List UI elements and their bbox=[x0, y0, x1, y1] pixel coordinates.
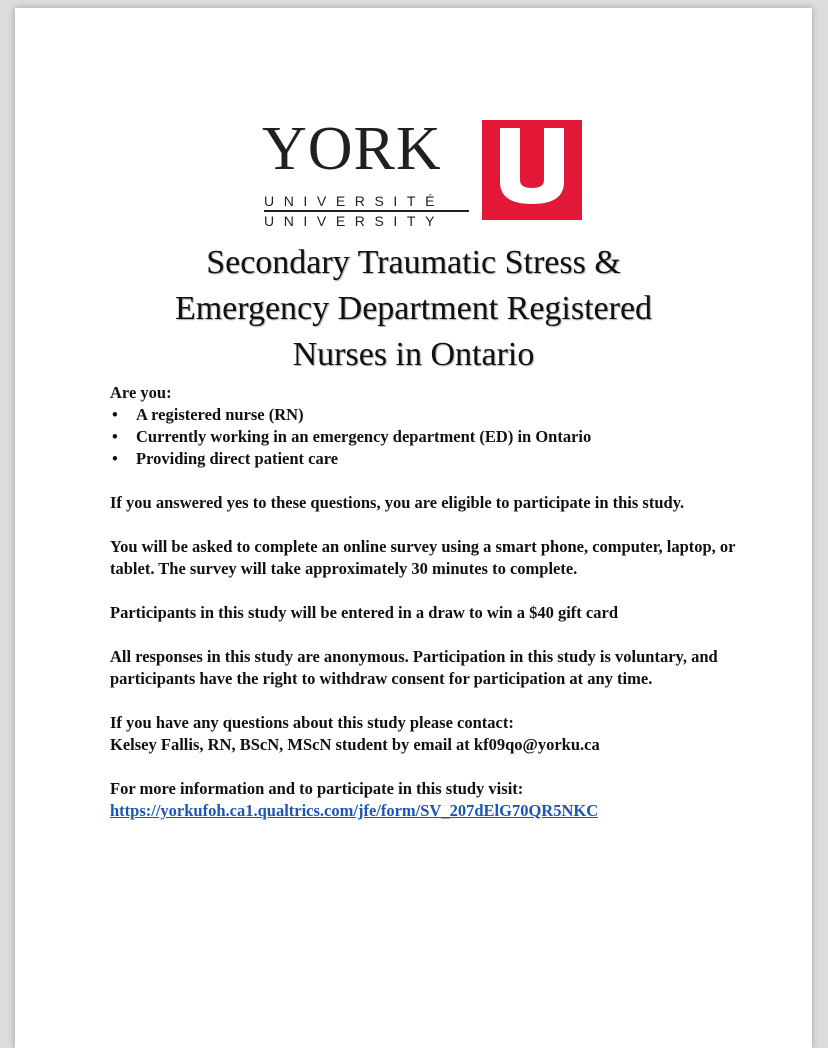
york-u-mark-icon bbox=[482, 120, 582, 220]
flyer-page bbox=[15, 8, 812, 1048]
eligibility-paragraph: If you answered yes to these questions, you are eligible to participate in this study. bbox=[110, 493, 685, 512]
title-line-2: Emergency Department Registered bbox=[174, 290, 653, 327]
logo-wordmark: YORK bbox=[262, 115, 442, 183]
survey-paragraph: You will be asked to complete an online survey using a smart phone, computer, laptop, or tablet. The survey will take approximately 30 minutes to complete. bbox=[110, 537, 736, 578]
more-info-prompt: For more information and to participate in this study visit: bbox=[110, 779, 524, 798]
survey-link[interactable]: https://yorkufoh.ca1.qualtrics.com/jfe/form/SV_207dElG70QR5NKC bbox=[110, 801, 599, 820]
bullet-icon: • bbox=[112, 449, 118, 468]
incentive-paragraph: Participants in this study will be entered in a draw to win a $40 gift card bbox=[110, 603, 618, 622]
logo-university: UNIVERSITY bbox=[264, 213, 445, 229]
bullet-icon: • bbox=[112, 427, 118, 446]
bullet-icon: • bbox=[112, 405, 118, 424]
logo-divider bbox=[264, 210, 469, 212]
contact-details: Kelsey Fallis, RN, BScN, MScN student by email at kf09qo@yorku.ca bbox=[110, 735, 600, 754]
title-line-1: Secondary Traumatic Stress & bbox=[206, 244, 621, 281]
york-university-logo bbox=[262, 115, 592, 230]
eligibility-question: Are you: bbox=[110, 383, 172, 402]
flyer-title bbox=[15, 240, 812, 378]
contact-prompt: If you have any questions about this study please contact: bbox=[110, 713, 514, 732]
criteria-item bbox=[110, 426, 750, 448]
criteria-list bbox=[110, 404, 750, 470]
title-line-3: Nurses in Ontario bbox=[292, 336, 535, 373]
flyer-body bbox=[110, 382, 750, 822]
criteria-item bbox=[110, 448, 750, 470]
criteria-text: Currently working in an emergency department (ED) in Ontario bbox=[136, 427, 592, 446]
consent-paragraph: All responses in this study are anonymous. Participation in this study is voluntary, and participants have the right to withdraw consent for participation at any time. bbox=[110, 647, 718, 688]
criteria-item bbox=[110, 404, 750, 426]
criteria-text: Providing direct patient care bbox=[136, 449, 339, 468]
criteria-text: A registered nurse (RN) bbox=[136, 405, 304, 424]
logo-universite: UNIVERSITÉ bbox=[264, 193, 445, 209]
